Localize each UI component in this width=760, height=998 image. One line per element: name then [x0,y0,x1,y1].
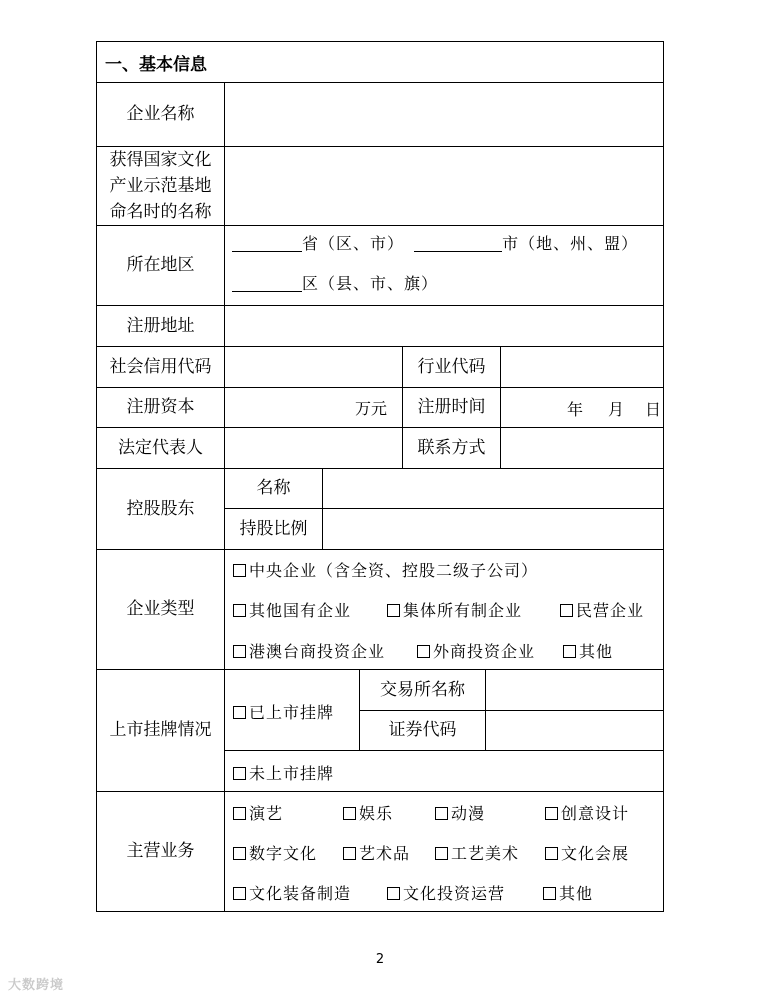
checkbox-icon [343,847,356,860]
exchange-name-field[interactable] [486,670,663,710]
security-code-field[interactable] [486,711,663,750]
reg-address-field[interactable] [225,306,663,346]
label-legal-rep: 法定代表人 [118,437,203,458]
checkbox-icon [563,645,576,658]
label-shareholder: 控股股东 [126,498,195,519]
basic-info-form [96,41,664,912]
label-listing: 上市挂牌情况 [109,720,212,740]
row-divider [224,750,663,751]
checkbox-icon [417,645,430,658]
checkbox-other-type[interactable]: 其他 [563,639,613,662]
label-industry-code: 行业代码 [417,356,486,377]
sh-ratio-field[interactable] [323,509,663,549]
label-security-code: 证券代码 [388,720,457,740]
month-unit: 月 [608,400,625,419]
label-base-name-line: 命名时的名称 [109,201,212,222]
label-base-name-line: 获得国家文化 [109,149,212,170]
capital-field[interactable] [225,387,387,427]
legal-rep-field[interactable] [225,428,402,468]
watermark: 大数跨境 [8,978,65,993]
checkbox-icon [233,564,246,577]
company-name-field[interactable] [225,83,663,146]
province-blank[interactable] [232,235,302,252]
checkbox-central[interactable]: 中央企业（含全资、控股二级子公司） [233,561,538,580]
checkbox-equipment[interactable]: 文化装备制造 [233,881,351,904]
contact-field[interactable] [501,428,663,468]
checkbox-foreign[interactable]: 外商投资企业 [417,639,535,662]
label-base-name-line: 产业示范基地 [109,175,212,196]
checkbox-icon [543,887,556,900]
capital-unit: 万元 [354,398,387,418]
checkbox-other-business[interactable]: 其他 [543,881,593,904]
checkbox-exhibitions[interactable]: 文化会展 [545,841,629,864]
checkbox-creative-design[interactable]: 创意设计 [545,801,629,824]
checkbox-icon [435,807,448,820]
checkbox-investment[interactable]: 文化投资运营 [387,881,505,904]
label-main-business: 主营业务 [126,841,195,861]
label-contact: 联系方式 [417,437,486,458]
province-text: 省（区、市） [302,234,405,253]
checkbox-crafts[interactable]: 工艺美术 [435,841,519,864]
checkbox-entertainment[interactable]: 娱乐 [343,801,393,824]
checkbox-icon [233,706,246,719]
label-credit-code: 社会信用代码 [109,356,212,377]
region-line-2 [232,272,438,296]
base-name-field[interactable] [225,147,663,225]
sh-name-field[interactable] [323,469,663,508]
checkbox-icon [343,807,356,820]
label-reg-time: 注册时间 [417,397,486,417]
day-unit: 日 [645,400,662,419]
company-type-row [233,558,538,581]
label-region: 所在地区 [126,255,195,275]
checkbox-listed[interactable]: 已上市挂牌 [233,700,334,723]
checkbox-hk-macau-tw[interactable]: 港澳台商投资企业 [233,639,385,662]
page-number: 2 [375,952,385,967]
checkbox-icon [233,767,246,780]
checkbox-digital-culture[interactable]: 数字文化 [233,841,317,864]
label-company-type: 企业类型 [126,599,195,619]
label-exchange-name: 交易所名称 [380,679,465,700]
city-blank[interactable] [414,235,502,252]
label-base-name [97,146,224,225]
city-text: 市（地、州、盟） [502,234,639,253]
checkbox-icon [233,645,246,658]
checkbox-animation[interactable]: 动漫 [435,801,485,824]
checkbox-icon [560,604,573,617]
checkbox-icon [233,807,246,820]
checkbox-performing-arts[interactable]: 演艺 [233,801,283,824]
reg-time-field[interactable] [501,387,663,427]
checkbox-artworks[interactable]: 艺术品 [343,841,410,864]
checkbox-icon [387,604,400,617]
checkbox-icon [233,847,246,860]
checkbox-icon [387,887,400,900]
checkbox-icon [545,847,558,860]
credit-code-field[interactable] [225,347,402,387]
checkbox-icon [233,604,246,617]
checkbox-icon [545,807,558,820]
industry-code-field[interactable] [501,347,663,387]
label-reg-address: 注册地址 [126,315,195,336]
label-sh-name: 名称 [256,478,291,498]
label-reg-capital: 注册资本 [126,397,195,417]
checkbox-icon [435,847,448,860]
county-blank[interactable] [232,275,302,292]
label-sh-ratio: 持股比例 [239,518,308,539]
checkbox-private[interactable]: 民营企业 [560,598,644,621]
checkbox-icon [233,887,246,900]
year-unit: 年 [567,400,584,419]
checkbox-other-state[interactable]: 其他国有企业 [233,598,351,621]
checkbox-unlisted[interactable]: 未上市挂牌 [233,761,334,784]
section-title: 一、基本信息 [105,54,207,75]
checkbox-collective[interactable]: 集体所有制企业 [387,598,522,621]
county-text: 区（县、市、旗） [302,274,439,293]
region-line-1 [232,232,638,256]
label-company-name: 企业名称 [126,104,195,124]
